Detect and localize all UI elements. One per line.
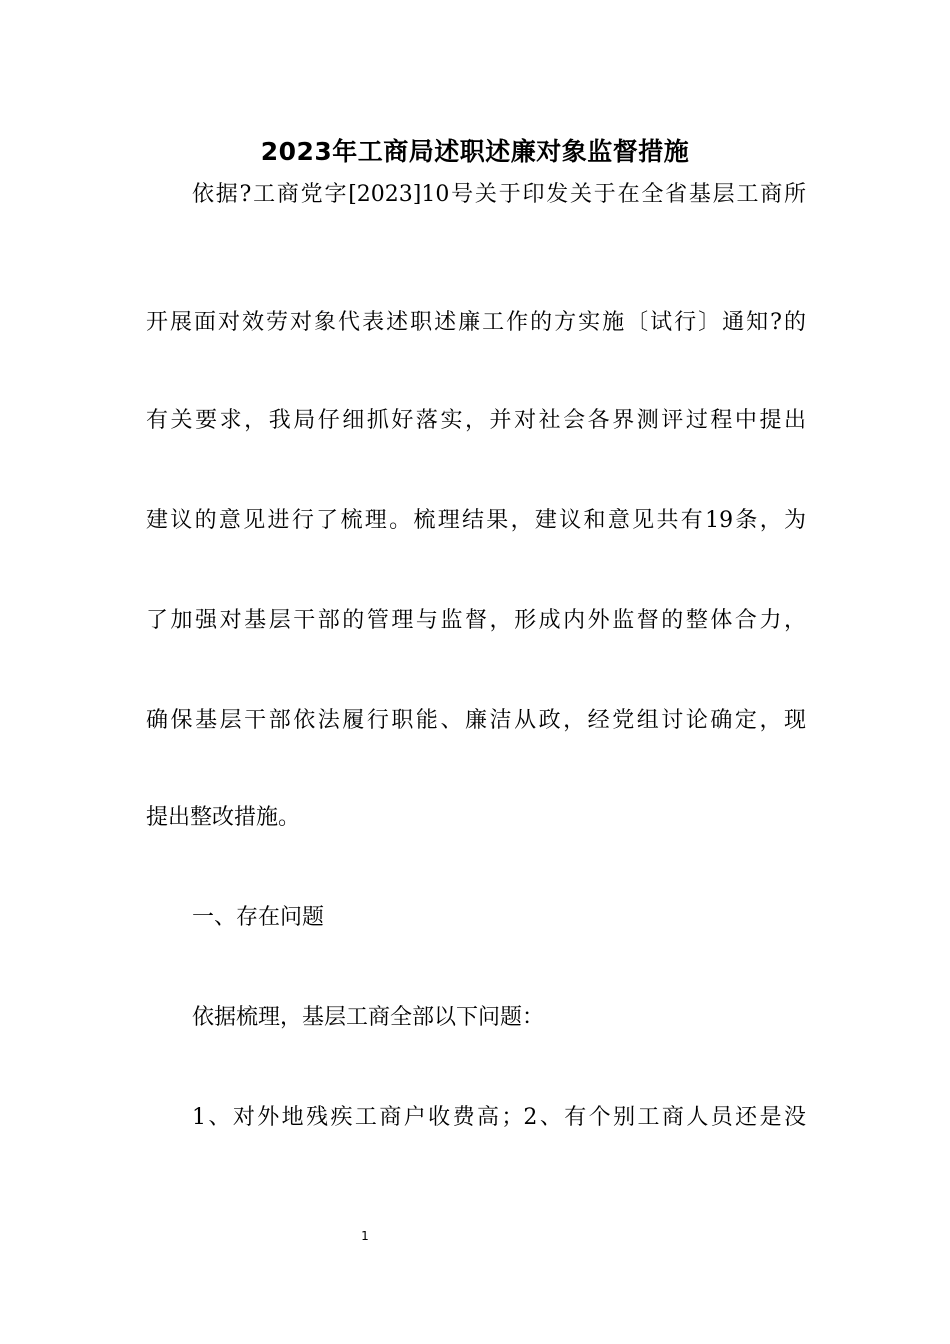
body-line-3: 有关要求，我局仔细抓好落实，并对社会各界测评过程中提出 <box>146 408 806 433</box>
section-intro-line: 依据梳理，基层工商全部以下问题： <box>192 1005 545 1030</box>
page-number: 1 <box>361 1229 369 1243</box>
body-line-5: 了加强对基层干部的管理与监督，形成内外监督的整体合力， <box>146 608 806 633</box>
section-heading: 一、存在问题 <box>192 905 325 930</box>
body-line-2: 开展面对效劳对象代表述职述廉工作的方实施〔试行〕通知?的 <box>146 310 806 335</box>
body-line-1: 依据?工商党字[2023]10号关于印发关于在全省基层工商所 <box>192 182 806 207</box>
body-line-4: 建议的意见进行了梳理。梳理结果，建议和意见共有19条，为 <box>146 508 806 533</box>
issue-list-line: 1、对外地残疾工商户收费高；2、有个别工商人员还是没 <box>192 1105 806 1130</box>
body-line-6: 确保基层干部依法履行职能、廉洁从政，经党组讨论确定，现 <box>146 708 806 733</box>
document-title: 2023年工商局述职述廉对象监督措施 <box>260 137 690 166</box>
body-line-7: 提出整改措施。 <box>146 805 301 830</box>
